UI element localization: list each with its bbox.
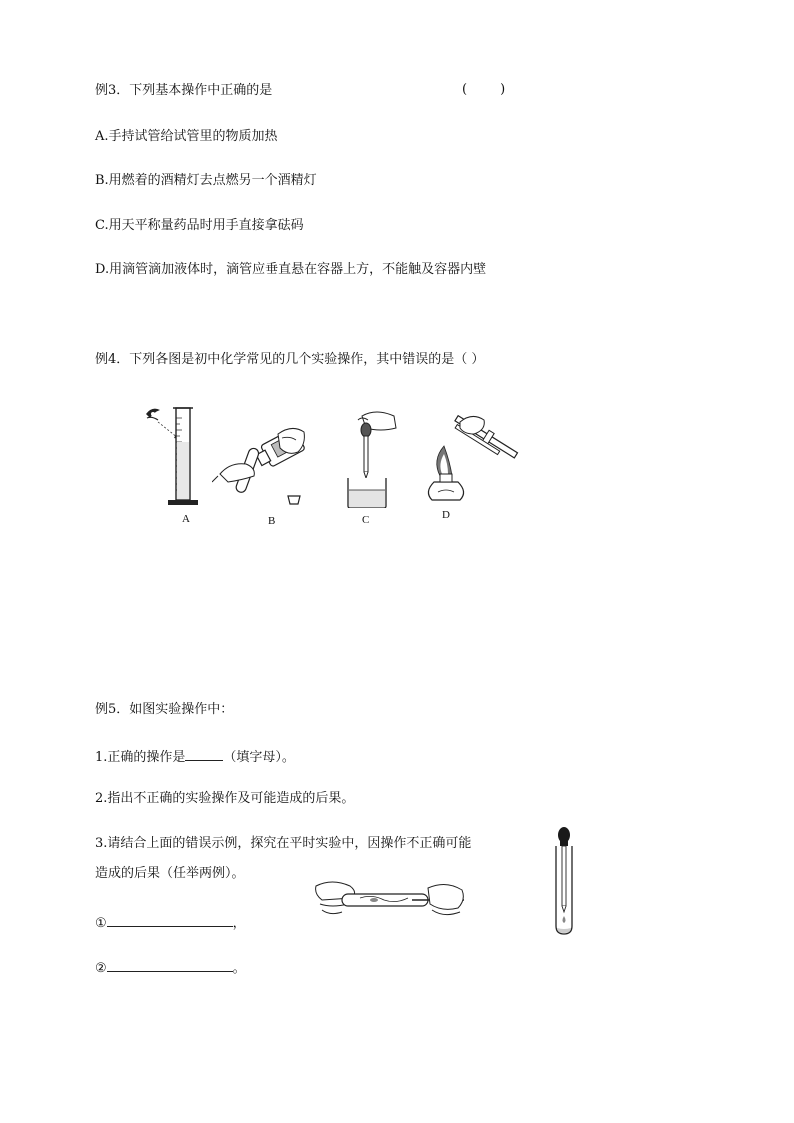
ex4-question: 例4．下列各图是初中化学常见的几个实验操作，其中错误的是（ ）	[95, 352, 485, 367]
ex5-question-3-line1: 3.请结合上面的错误示例，探究在平时实验中，因操作不正确可能	[95, 836, 472, 851]
answer-2-suffix: 。	[232, 961, 246, 976]
figure-horizontal-tube-hands	[312, 876, 472, 922]
ex3-option-d: D.用滴管滴加液体时，滴管应垂直悬在容器上方，不能触及容器内壁	[95, 262, 487, 277]
ex5-answer-2	[95, 957, 246, 978]
figure-label-d: D	[442, 509, 450, 521]
ex5-question-1	[95, 746, 295, 767]
ex5-question-3-line2: 造成的后果（任举两例）。	[95, 866, 245, 881]
ex5-question-2: 2.指出不正确的实验操作及可能造成的后果。	[95, 791, 355, 806]
answer-1-blank[interactable]	[107, 912, 233, 927]
ex3-question: 例3．下列基本操作中正确的是	[95, 83, 273, 98]
figure-alcohol-lamp-heating	[420, 412, 520, 504]
figure-pouring-reagent	[212, 418, 312, 508]
ex3-option-b: B.用燃着的酒精灯去点燃另一个酒精灯	[95, 173, 317, 188]
figure-dropper-beaker	[340, 408, 410, 508]
answer-1-marker: ①	[95, 916, 107, 931]
figure-label-c: C	[362, 514, 370, 526]
answer-2-blank[interactable]	[107, 957, 233, 972]
answer-2-marker: ②	[95, 961, 107, 976]
answer-bracket: ( )	[462, 82, 506, 97]
ex5-q1-suffix: （填字母）。	[223, 750, 295, 765]
figure-dropper-in-tube	[552, 826, 576, 938]
ex3-option-a: A.手持试管给试管里的物质加热	[95, 129, 278, 144]
ex5-q1-prefix: 1.正确的操作是	[95, 750, 186, 765]
figure-graduated-cylinder	[140, 402, 210, 510]
answer-1-suffix: ，	[232, 916, 246, 931]
answer-blank[interactable]	[185, 746, 223, 761]
figure-label-a: A	[182, 513, 190, 525]
figure-label-b: B	[268, 515, 276, 527]
ex3-option-c: C.用天平称量药品时用手直接拿砝码	[95, 218, 304, 233]
ex5-answer-1	[95, 912, 246, 933]
ex5-title: 例5．如图实验操作中：	[95, 702, 234, 717]
